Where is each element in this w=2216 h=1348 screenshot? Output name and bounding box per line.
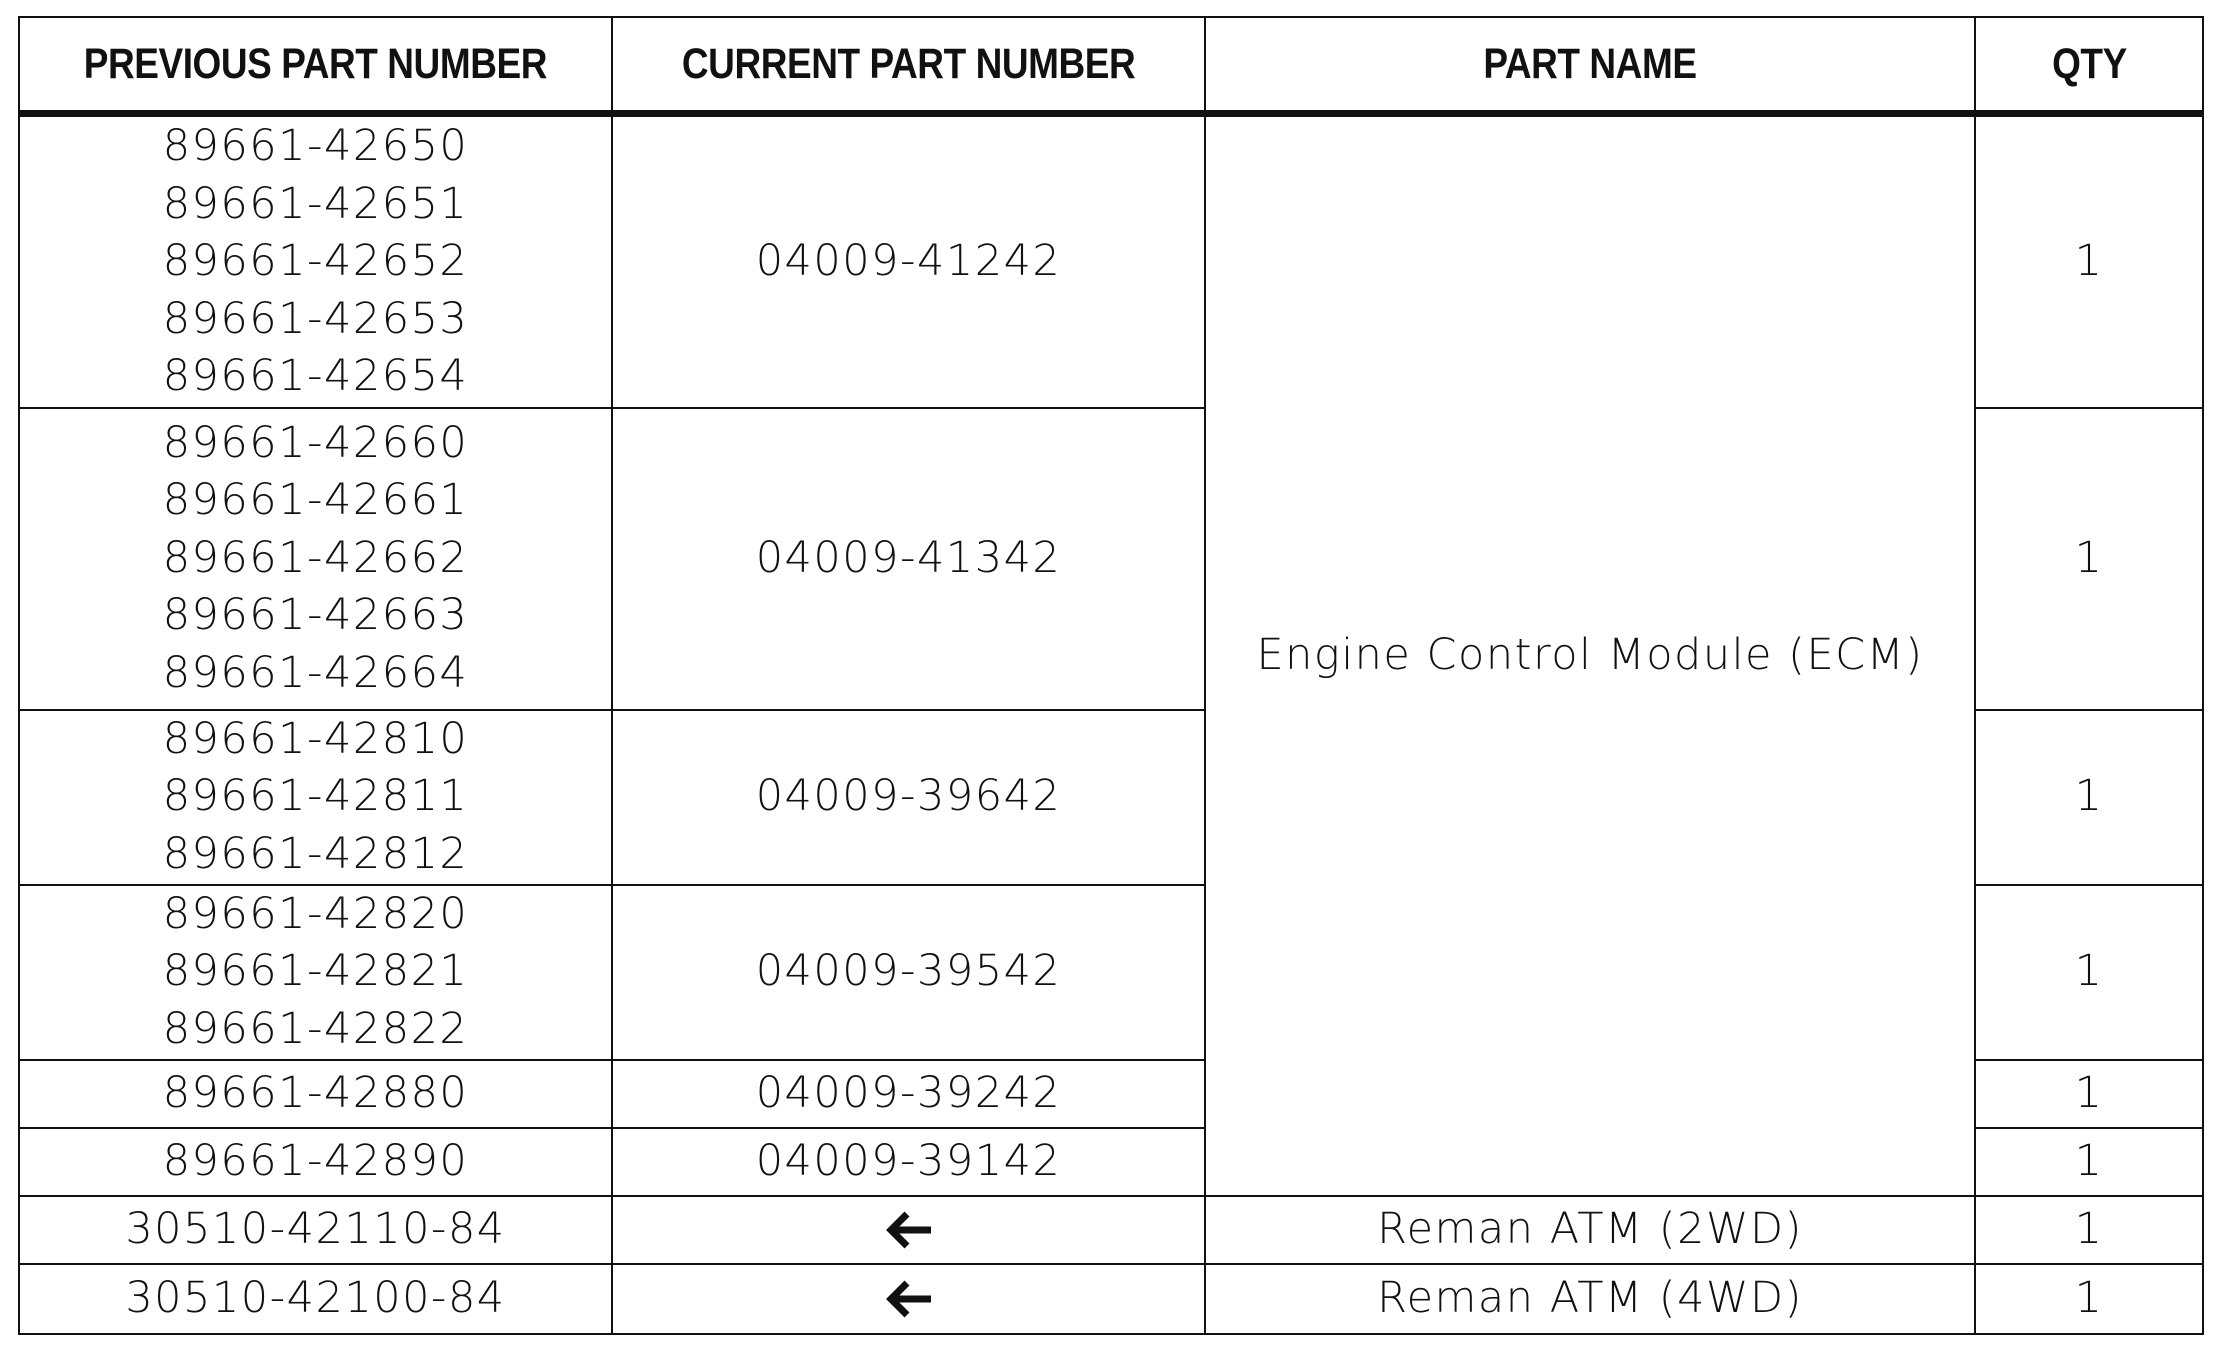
header-previous-part-number: PREVIOUS PART NUMBER bbox=[19, 17, 612, 114]
qty-cell: 1 bbox=[1975, 1196, 2203, 1264]
part-name-ecm: Engine Control Module (ECM) bbox=[1205, 114, 1975, 1196]
previous-part-number: 89661-42652 bbox=[162, 236, 469, 286]
previous-part-number: 89661-42650 bbox=[162, 121, 469, 171]
current-part-number: 04009-39142 bbox=[612, 1128, 1205, 1196]
previous-part-number: 89661-42660 bbox=[162, 417, 469, 468]
left-arrow-icon bbox=[612, 1196, 1205, 1264]
current-part-number: 04009-41342 bbox=[612, 408, 1205, 710]
previous-part-numbers-cell bbox=[19, 408, 612, 710]
previous-part-numbers-cell bbox=[19, 114, 612, 408]
previous-part-number: 89661-42821 bbox=[162, 946, 469, 997]
previous-part-number: 89661-42811 bbox=[162, 771, 469, 822]
previous-part-number: 89661-42820 bbox=[162, 888, 469, 939]
qty-cell: 1 bbox=[1975, 1128, 2203, 1196]
left-arrow-icon bbox=[612, 1264, 1205, 1334]
table-row bbox=[19, 1264, 2203, 1334]
previous-part-number: 89661-42812 bbox=[162, 828, 469, 879]
header-qty: QTY bbox=[1975, 17, 2203, 114]
current-part-number: 04009-39542 bbox=[612, 885, 1205, 1060]
header-current-part-number: CURRENT PART NUMBER bbox=[612, 17, 1205, 114]
previous-part-number: 89661-42662 bbox=[162, 532, 469, 583]
current-part-number: 04009-41242 bbox=[612, 114, 1205, 408]
previous-part-number: 89661-42890 bbox=[19, 1128, 612, 1196]
previous-part-number: 89661-42664 bbox=[162, 647, 469, 698]
qty-cell: 1 bbox=[1975, 408, 2203, 710]
qty-cell: 1 bbox=[1975, 114, 2203, 408]
previous-part-number: 89661-42661 bbox=[162, 475, 469, 526]
previous-part-number: 89661-42810 bbox=[162, 713, 469, 764]
current-part-number: 04009-39642 bbox=[612, 710, 1205, 885]
previous-part-number: 89661-42663 bbox=[162, 590, 469, 641]
current-part-number: 04009-39242 bbox=[612, 1060, 1205, 1128]
qty-cell: 1 bbox=[1975, 1264, 2203, 1334]
part-name: Reman ATM (2WD) bbox=[1205, 1196, 1975, 1264]
previous-part-number: 89661-42822 bbox=[162, 1003, 469, 1054]
qty-cell: 1 bbox=[1975, 885, 2203, 1060]
qty-cell: 1 bbox=[1975, 1060, 2203, 1128]
previous-part-numbers-cell bbox=[19, 710, 612, 885]
previous-part-number: 89661-42654 bbox=[162, 351, 469, 401]
previous-part-number: 89661-42880 bbox=[19, 1060, 612, 1128]
previous-part-number: 30510-42110-84 bbox=[19, 1196, 612, 1264]
previous-part-number: 89661-42651 bbox=[162, 178, 469, 229]
previous-part-numbers-cell bbox=[19, 885, 612, 1060]
header-row bbox=[19, 17, 2203, 114]
table-row bbox=[19, 114, 2203, 408]
header-part-name: PART NAME bbox=[1205, 17, 1975, 114]
table-row bbox=[19, 1196, 2203, 1264]
previous-part-number: 89661-42653 bbox=[162, 293, 469, 344]
parts-table bbox=[18, 16, 2204, 1335]
part-name: Reman ATM (4WD) bbox=[1205, 1264, 1975, 1334]
previous-part-number: 30510-42100-84 bbox=[19, 1264, 612, 1334]
qty-cell: 1 bbox=[1975, 710, 2203, 885]
